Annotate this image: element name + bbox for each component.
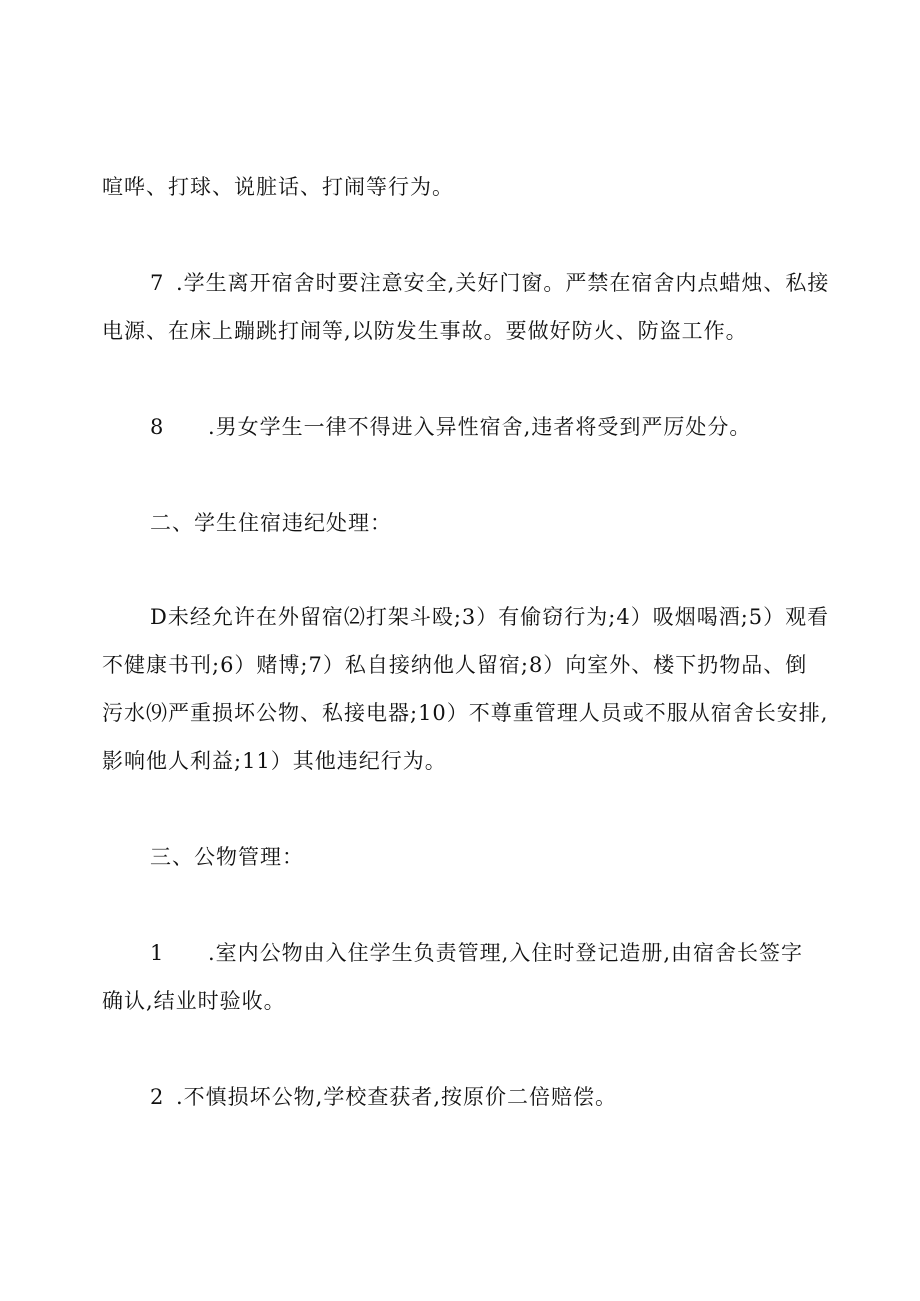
- item-text: .不慎损坏公物,学校查获者,按原价二倍赔偿。: [176, 1085, 618, 1109]
- violations-line-4: 影响他人利益;11）其他违纪行为。: [102, 749, 447, 773]
- item-text: .学生离开宿舍时要注意安全,关好门窗。严禁在宿舍内点蜡烛、私接: [176, 271, 830, 295]
- item-7-line-1: [150, 268, 829, 298]
- item-1-line-2: 确认,结业时验收。: [102, 989, 286, 1013]
- violations-line-1: D未经允许在外留宿⑵打架斗殴;3）有偷窃行为;4）吸烟喝酒;5）观看: [150, 605, 830, 629]
- violations-line-3: 污水⑼严重损坏公物、私接电器;10）不尊重管理人员或不服从宿舍长安排,: [102, 701, 829, 725]
- item-number: 7: [150, 271, 165, 295]
- item-8-line: [150, 412, 751, 442]
- item-text: .男女学生一律不得进入异性宿舍,违者将受到严厉处分。: [208, 415, 752, 439]
- item-text: .室内公物由入住学生负责管理,入住时登记造册,由宿舍长签字: [208, 941, 804, 965]
- item-2-line: [150, 1082, 617, 1112]
- text-line: 喧哗、打球、说脏话、打闹等行为。: [102, 175, 454, 199]
- section-2-heading: 二、学生住宿违纪处理：: [150, 511, 392, 535]
- item-number: 8: [150, 415, 165, 439]
- violations-line-2: 不健康书刊;6）赌博;7）私自接纳他人留宿;8）向室外、楼下扔物品、倒: [102, 653, 808, 677]
- item-number: 1: [150, 941, 165, 965]
- section-3-heading: 三、公物管理：: [150, 845, 304, 869]
- item-7-line-2: 电源、在床上蹦跳打闹等,以防发生事故。要做好防火、防盗工作。: [102, 319, 748, 343]
- item-number: 2: [150, 1085, 165, 1109]
- item-1-line-1: [150, 938, 803, 968]
